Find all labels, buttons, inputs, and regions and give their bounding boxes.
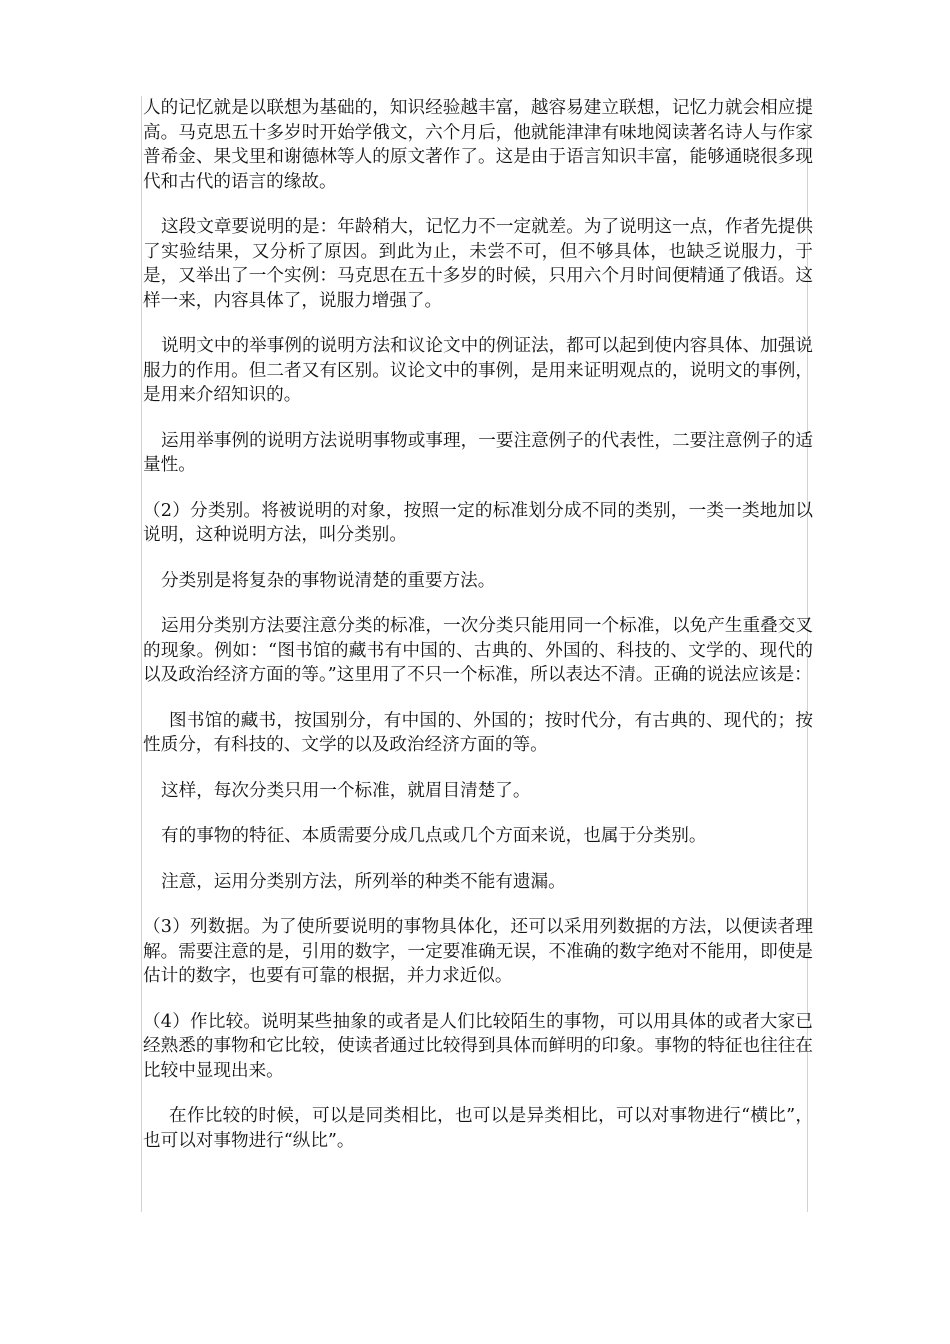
paragraph-example-analysis: 这段文章要说明的是：年龄稍大，记忆力不一定就差。为了说明这一点，作者先提供了实验结果，又分析了原因。到此为止，未尝不可，但不够具体，也缺乏说服力，于是，又举出了一个实例：马克思在五十多岁的时候，只用六个月时间便精通了俄语。这样一来，内容具体了，说服力增强了。 [143, 217, 813, 311]
paragraph-data-heading: （3）列数据。为了使所要说明的事物具体化，还可以采用列数据的方法，以便读者理解。需要注意的是，引用的数字，一定要准确无误，不准确的数字绝对不能用，即使是估计的数字，也要有可靠的根据，并力求近似。 [143, 917, 813, 986]
paragraph-memory-association: 人的记忆就是以联想为基础的，知识经验越丰富，越容易建立联想，记忆力就会相应提高。马克思五十多岁时开始学俄文，六个月后，他就能津津有味地阅读著名诗人与作家普希金、果戈里和谢德林等人的原文著作了。这是由于语言知识丰富，能够通晓很多现代和古代的语言的缘故。 [143, 98, 813, 192]
paragraph-example-vs-argument: 说明文中的举事例的说明方法和议论文中的例证法，都可以起到使内容具体、加强说服力的作用。但二者又有区别。议论文中的事例，是用来证明观点的，说明文的事例，是用来介绍知识的。 [143, 336, 813, 405]
paragraph-library-example: 图书馆的藏书，按国别分，有中国的、外国的；按时代分，有古典的、现代的；按性质分，有科技的、文学的以及政治经济方面的等。 [143, 710, 813, 755]
paragraph-classification-heading: （2）分类别。将被说明的对象，按照一定的标准划分成不同的类别，一类一类地加以说明，这种说明方法，叫分类别。 [143, 500, 813, 545]
paragraph-no-omission: 注意，运用分类别方法，所列举的种类不能有遗漏。 [161, 871, 566, 892]
paragraph-classification-importance: 分类别是将复杂的事物说清楚的重要方法。 [161, 570, 496, 591]
paragraph-classification-standard: 运用分类别方法要注意分类的标准，一次分类只能用同一个标准，以免产生重叠交叉的现象。例如：“图书馆的藏书有中国的、古典的、外国的、科技的、文学的、现代的以及政治经济方面的等。”这里用了不只一个标准，所以表达不清。正确的说法应该是： [143, 616, 813, 685]
paragraph-comparison-heading: （4）作比较。说明某些抽象的或者是人们比较陌生的事物，可以用具体的或者大家已经熟悉的事物和它比较，使读者通过比较得到具体而鲜明的印象。事物的特征也往往在比较中显现出来。 [143, 1011, 813, 1081]
paragraph-features-classification: 有的事物的特征、本质需要分成几点或几个方面来说，也属于分类别。 [161, 826, 707, 846]
document-page [141, 96, 813, 1212]
paragraph-clear-classification: 这样，每次分类只用一个标准，就眉目清楚了。 [161, 780, 531, 801]
paragraph-example-usage: 运用举事例的说明方法说明事物或事理，一要注意例子的代表性，二要注意例子的适量性。 [143, 430, 813, 475]
paragraph-comparison-types: 在作比较的时候，可以是同类相比，也可以是异类相比，可以对事物进行“横比”，也可以对事物进行“纵比”。 [143, 1106, 813, 1151]
document-body [143, 96, 813, 1174]
